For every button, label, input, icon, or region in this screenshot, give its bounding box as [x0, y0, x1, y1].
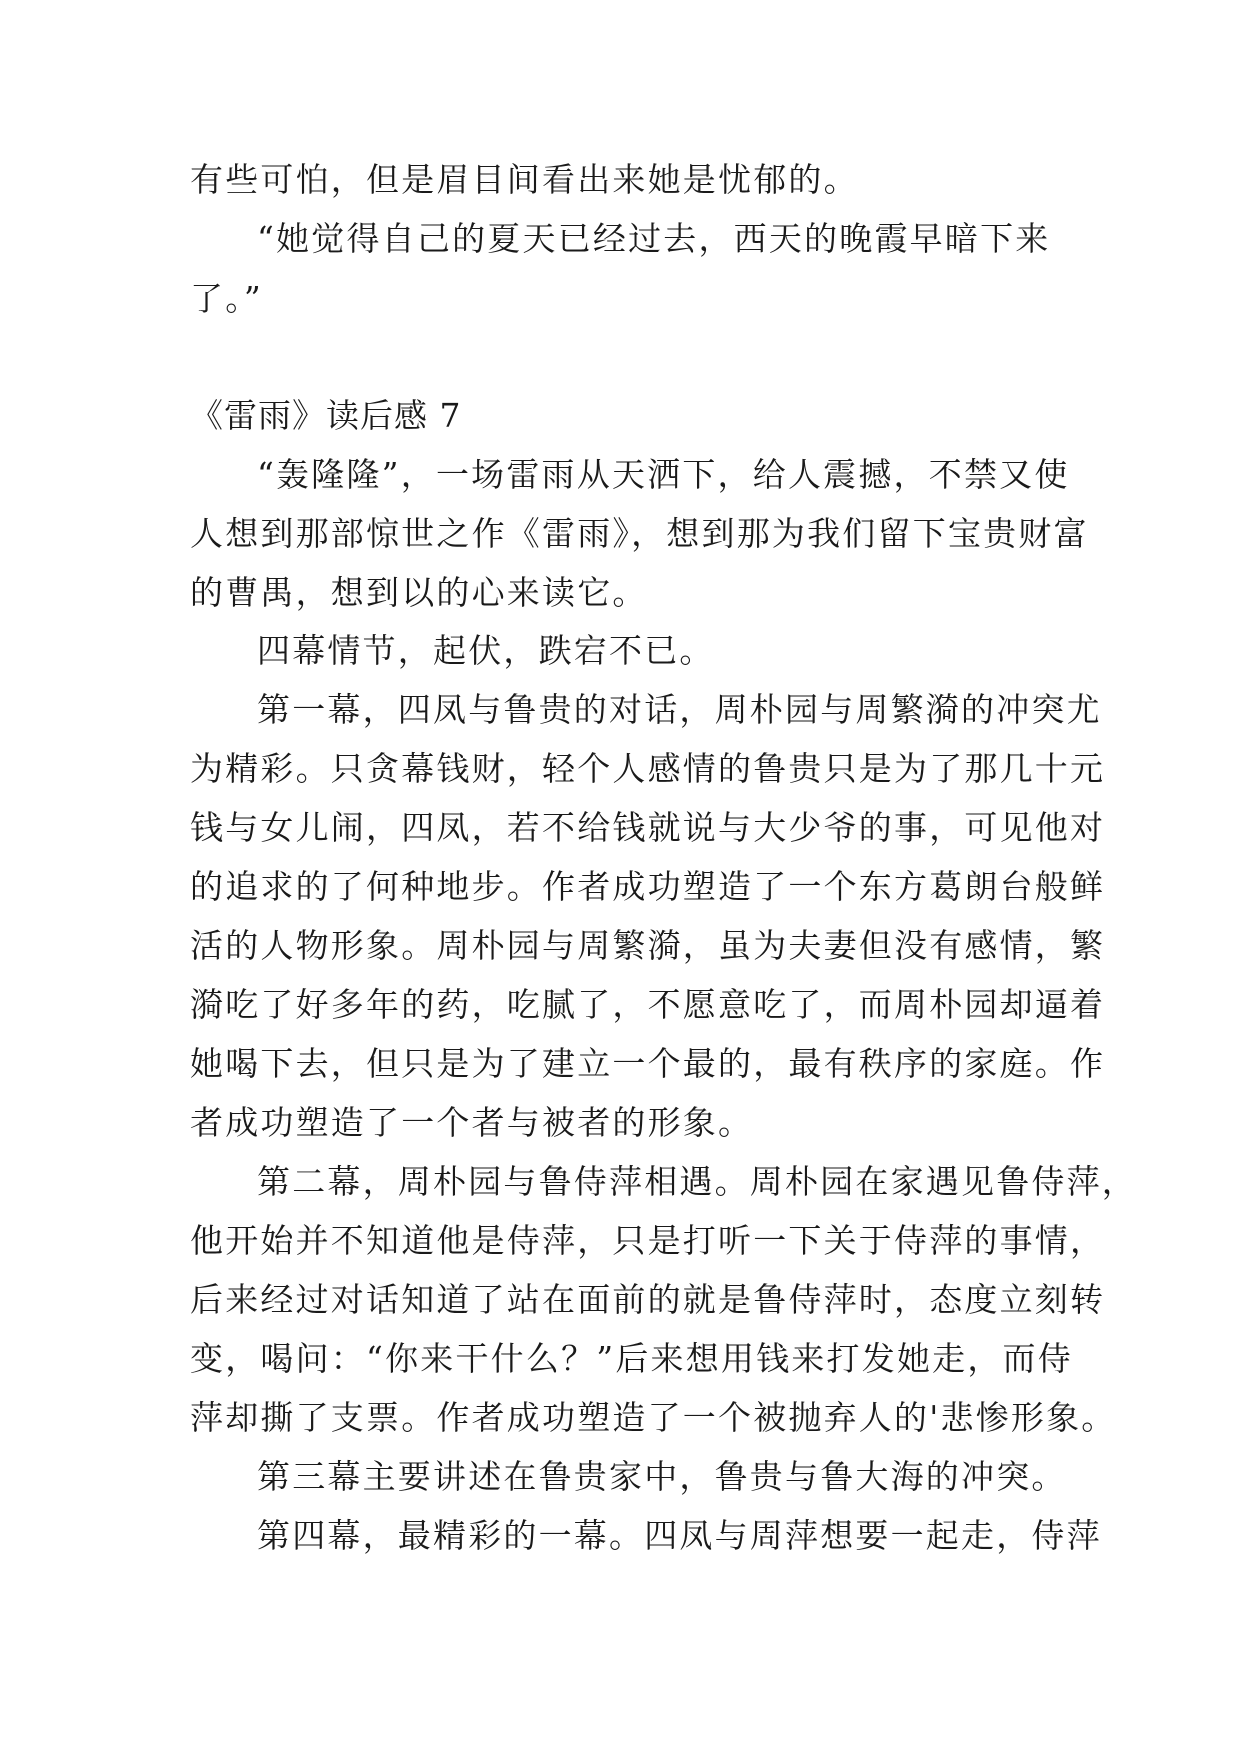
paragraph-line: 的追求的了何种地步。作者成功塑造了一个东方葛朗台般鲜 [190, 867, 1106, 906]
paragraph-line: 变，喝问：“你来干什么？”后来想用钱来打发她走，而侍 [190, 1339, 1073, 1378]
paragraph-line: 第三幕主要讲述在鲁贵家中，鲁贵与鲁大海的冲突。 [257, 1457, 1067, 1496]
paragraph-line: 漪吃了好多年的药，吃腻了，不愿意吃了，而周朴园却逼着 [190, 985, 1106, 1024]
paragraph-line: 四幕情节，起伏，跌宕不已。 [257, 631, 715, 670]
paragraph-line: 第一幕，四凤与鲁贵的对话，周朴园与周繁漪的冲突尤 [257, 690, 1102, 729]
quote-line: “她觉得自己的夏天已经过去，西天的晚霞早暗下来 [257, 219, 1051, 258]
paragraph-line: “轰隆隆”，一场雷雨从天洒下，给人震撼，不禁又使 [257, 455, 1070, 494]
quote-line-end: 了。” [190, 279, 263, 318]
paragraph-line: 第四幕，最精彩的一幕。四凤与周萍想要一起走，侍萍 [257, 1516, 1102, 1555]
paragraph-line: 的曹禺，想到以的心来读它。 [190, 573, 648, 612]
text-line: 有些可怕，但是眉目间看出来她是忧郁的。 [190, 160, 859, 199]
paragraph-line: 者成功塑造了一个者与被者的形象。 [190, 1103, 754, 1142]
section-heading: 《雷雨》读后感 7 [190, 396, 462, 435]
paragraph-line: 钱与女儿闹，四凤，若不给钱就说与大少爷的事，可见他对 [190, 808, 1106, 847]
paragraph-line: 萍却撕了支票。作者成功塑造了一个被抛弃人的'悲惨形象。 [190, 1398, 1117, 1437]
paragraph-line: 她喝下去，但只是为了建立一个最的，最有秩序的家庭。作 [190, 1044, 1106, 1083]
paragraph-line: 后来经过对话知道了站在面前的就是鲁侍萍时，态度立刻转 [190, 1280, 1106, 1319]
paragraph-line: 他开始并不知道他是侍萍，只是打听一下关于侍萍的事情， [190, 1221, 1106, 1260]
paragraph-line: 为精彩。只贪幕钱财，轻个人感情的鲁贵只是为了那几十元 [190, 749, 1106, 788]
paragraph-line: 人想到那部惊世之作《雷雨》，想到那为我们留下宝贵财富 [190, 514, 1089, 553]
paragraph-line: 活的人物形象。周朴园与周繁漪，虽为夫妻但没有感情，繁 [190, 926, 1106, 965]
paragraph-line: 第二幕，周朴园与鲁侍萍相遇。周朴园在家遇见鲁侍萍， [257, 1162, 1137, 1201]
